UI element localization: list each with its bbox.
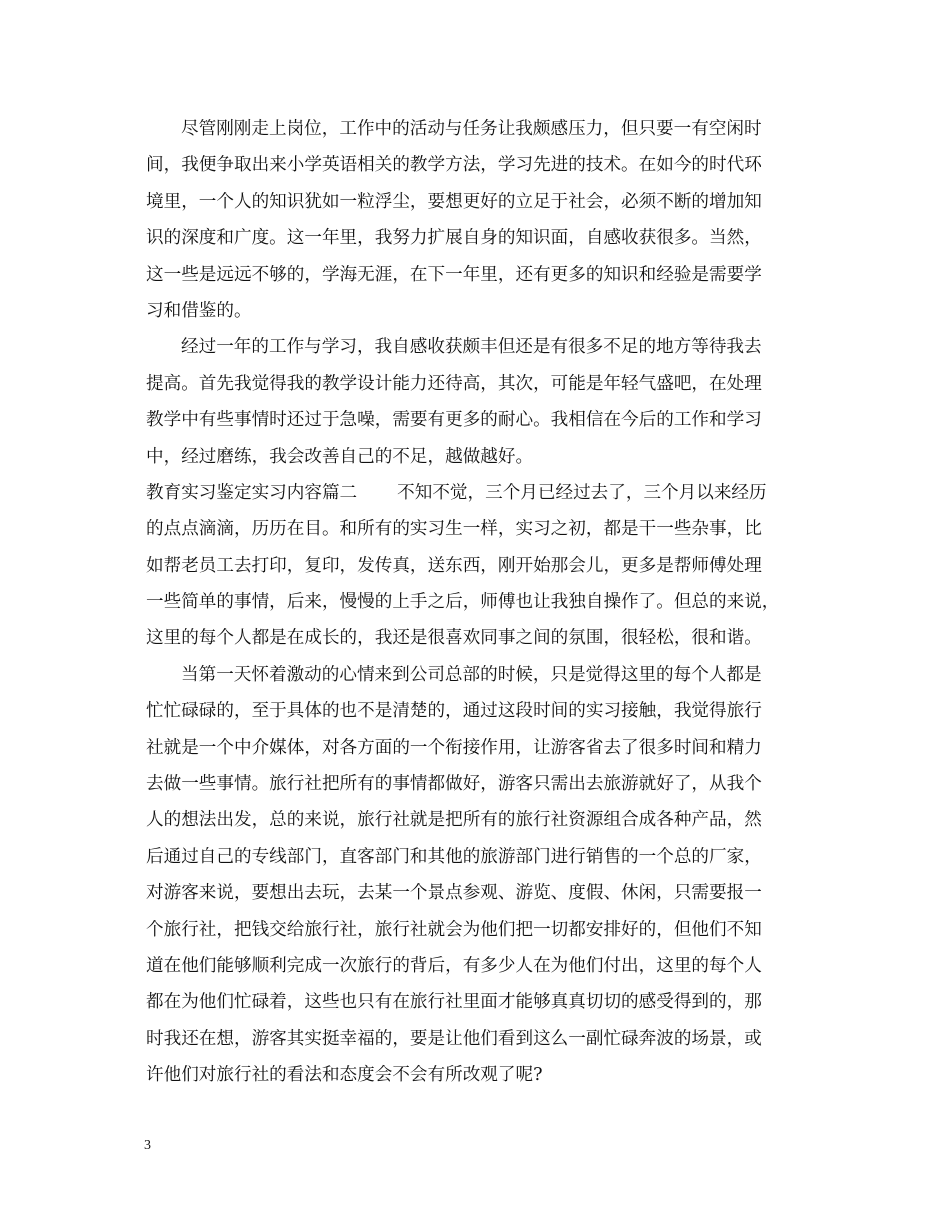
text-line: 的点点滴滴，历历在目。和所有的实习生一样，实习之初，都是干一些杂事，比 — [146, 519, 762, 540]
text-line: 经过一年的工作与学习，我自感收获颇丰但还是有很多不足的地方等待我去 — [181, 337, 762, 358]
text-line: 这一些是远远不够的，学海无涯，在下一年里，还有更多的知识和经验是需要学 — [146, 264, 762, 285]
text-line: 当第一天怀着激动的心情来到公司总部的时候，只是觉得这里的每个人都是 — [181, 664, 762, 685]
text-line: 尽管刚刚走上岗位，工作中的活动与任务让我颇感压力，但只要一有空闲时 — [181, 119, 762, 139]
text-line: 后通过自己的专线部门，直客部门和其他的旅游部门进行销售的一个总的厂家， — [146, 846, 762, 867]
text-line: 个旅行社，把钱交给旅行社，旅行社就会为他们把一切都安排好的，但他们不知 — [146, 919, 762, 940]
text-line: 一些简单的事情，后来，慢慢的上手之后，师傅也让我独自操作了。但总的来说， — [146, 592, 780, 613]
text-line: 习和借鉴的。 — [146, 300, 252, 321]
text-line: 社就是一个中介媒体，对各方面的一个衔接作用，让游客省去了很多时间和精力 — [146, 737, 762, 758]
page-number: 3 — [144, 1138, 151, 1153]
text-line: 道在他们能够顺利完成一次旅行的背后，有多少人在为他们付出，这里的每个人 — [146, 955, 762, 976]
text-line: 如帮老员工去打印，复印，发传真，送东西，刚开始那会儿，更多是帮师傅处理 — [146, 555, 762, 576]
text-line: 去做一些事情。旅行社把所有的事情都做好，游客只需出去旅游就好了，从我个 — [146, 774, 762, 795]
text-line: 识的深度和广度。这一年里，我努力扩展自身的知识面，自感收获很多。当然， — [146, 228, 762, 249]
document-body — [146, 111, 826, 1094]
text-line: 境里，一个人的知识犹如一粒浮尘，要想更好的立足于社会，必须不断的增加知 — [146, 191, 762, 212]
text-line: 中，经过磨练，我会改善自己的不足，越做越好。 — [146, 446, 534, 467]
text-line: 时我还在想，游客其实挺幸福的，要是让他们看到这么一副忙碌奔波的场景，或 — [146, 1028, 762, 1049]
text-line: 不知不觉，三个月已经过去了，三个月以来经历 — [397, 482, 767, 503]
text-line: 许他们对旅行社的看法和态度会不会有所改观了呢? — [146, 1065, 543, 1086]
section-heading-line — [146, 475, 826, 511]
text-line: 间，我便争取出来小学英语相关的教学方法，学习先进的技术。在如今的时代环 — [146, 155, 762, 176]
text-line: 忙忙碌碌的，至于具体的也不是清楚的，通过这段时间的实习接触，我觉得旅行 — [146, 701, 762, 722]
text-line: 人的想法出发，总的来说，旅行社就是把所有的旅行社资源组合成各种产品，然 — [146, 810, 762, 831]
text-line: 这里的每个人都是在成长的，我还是很喜欢同事之间的氛围，很轻松，很和谐。 — [146, 628, 762, 649]
section-heading: 教育实习鉴定实习内容篇二 — [146, 482, 358, 503]
text-line: 提高。首先我觉得我的教学设计能力还待高，其次，可能是年轻气盛吧，在处理 — [146, 373, 762, 394]
text-line: 教学中有些事情时还过于急噪，需要有更多的耐心。我相信在今后的工作和学习 — [146, 410, 762, 431]
text-line: 对游客来说，要想出去玩，去某一个景点参观、游览、度假、休闲，只需要报一 — [146, 883, 762, 904]
text-line: 都在为他们忙碌着，这些也只有在旅行社里面才能够真真切切的感受得到的，那 — [146, 992, 762, 1013]
